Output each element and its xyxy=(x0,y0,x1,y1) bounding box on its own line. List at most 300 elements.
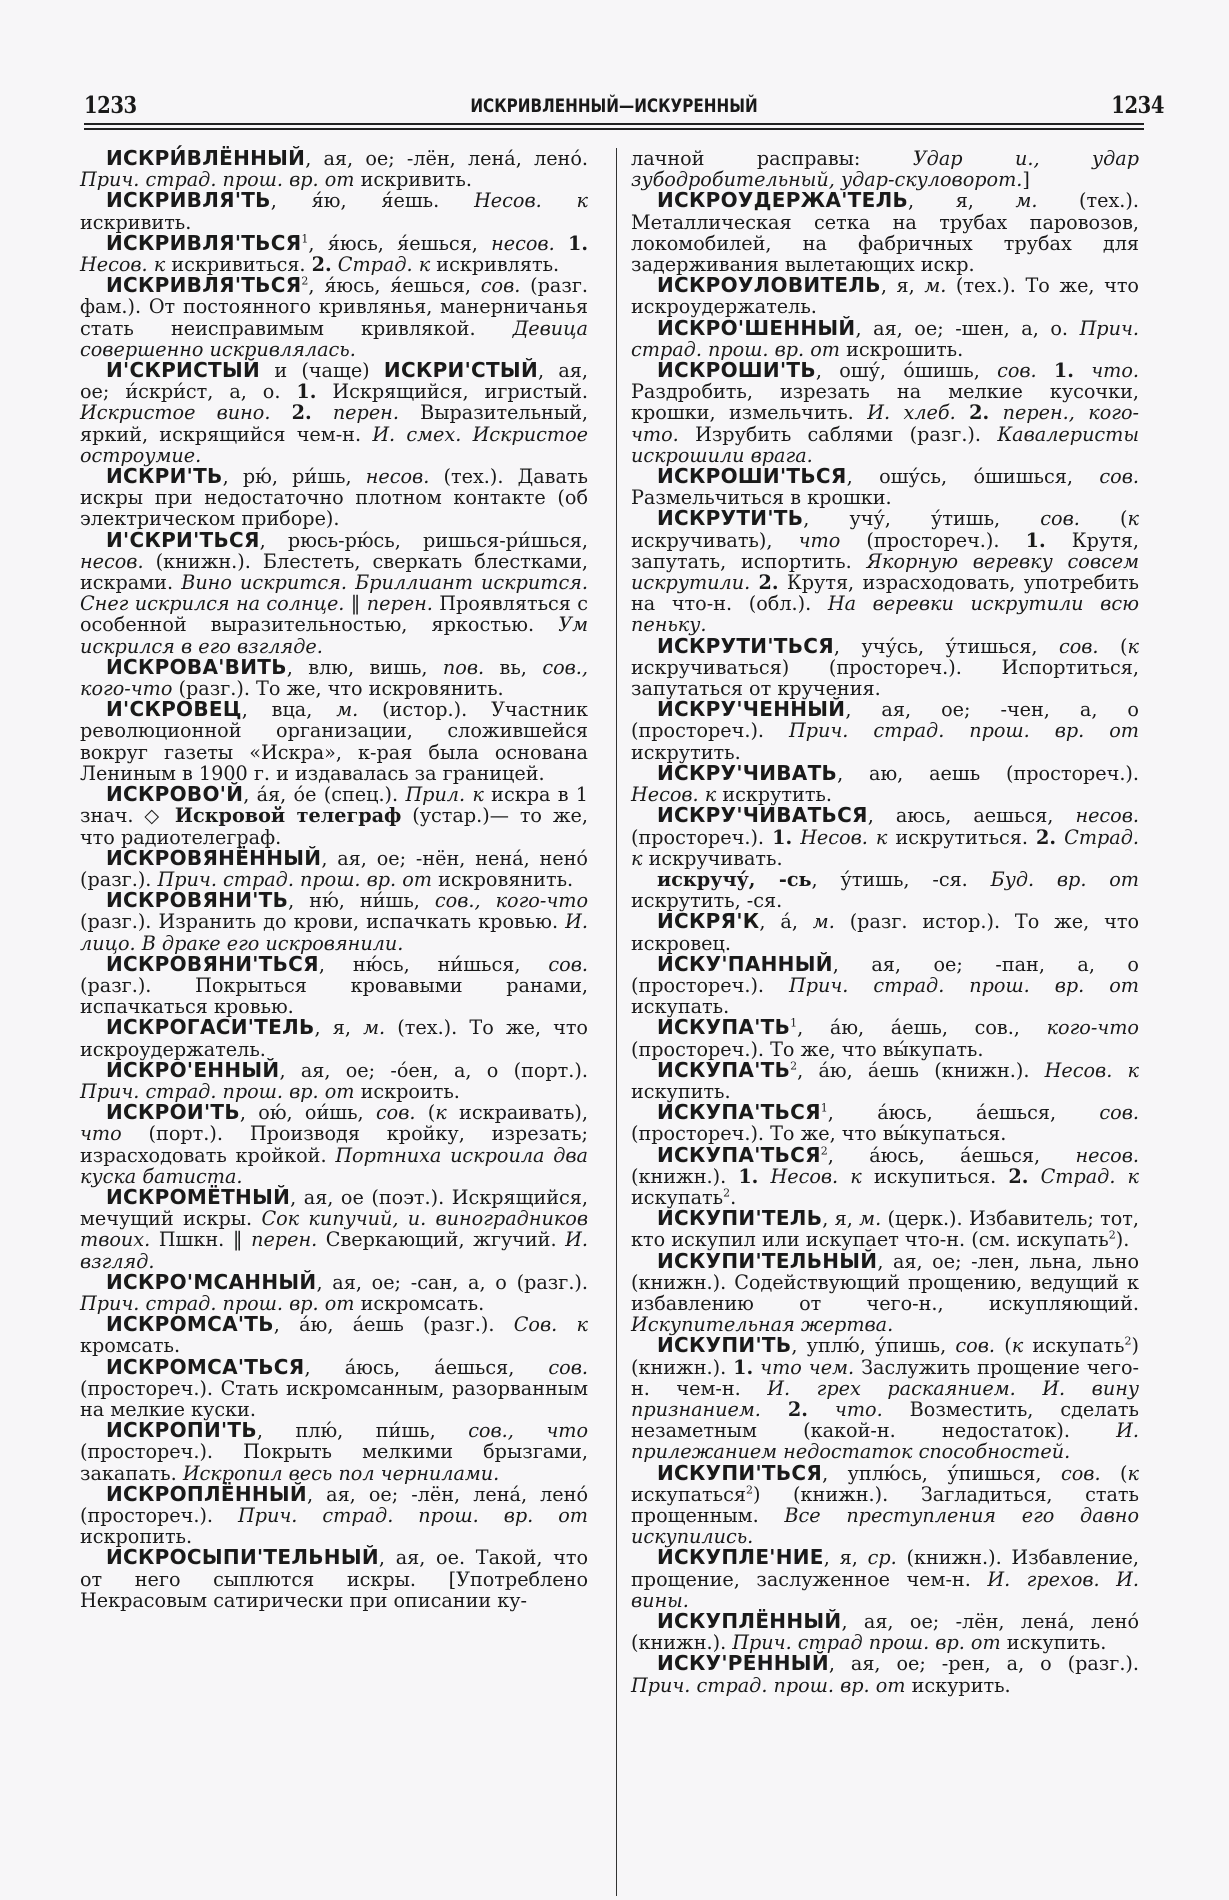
definition-text: , ая, ое (поэт.). Искрящийся, мечущий искры. xyxy=(80,1185,588,1231)
headword: ИСКУПЛЁННЫЙ xyxy=(657,1609,842,1634)
italic-label: несов. xyxy=(1075,804,1139,828)
dictionary-entry xyxy=(631,911,1139,953)
definition-text: , ая, ое; -лен, льна, льно (книжн.). Содействующий прощению, ведущий к избавлению от чего-н., искупляющий. xyxy=(631,1249,1139,1315)
italic-label: И. взгляд. xyxy=(80,1228,588,1273)
dictionary-entry xyxy=(631,1208,1139,1250)
definition-text: Пшкн. ‖ xyxy=(150,1228,252,1252)
italic-label: несов. xyxy=(365,465,430,489)
definition-text: , а́ю, а́ешь (книжн.). xyxy=(797,1058,1045,1082)
homonym-index: 2 xyxy=(301,274,309,288)
definition-text: искручивать), xyxy=(631,528,799,552)
italic-label: м. xyxy=(812,910,835,934)
italic-label: Сов. к xyxy=(513,1313,588,1337)
headword: ИСКУПИ'ТЬСЯ xyxy=(657,1460,823,1485)
definition-text: , ая, ое; -о́ен, а, о (порт.). xyxy=(279,1058,588,1082)
italic-label: Прил. к xyxy=(405,783,484,807)
column-divider xyxy=(616,148,617,1896)
sense-number: 2. xyxy=(311,253,332,277)
italic-label: сов. xyxy=(1099,465,1139,489)
dictionary-entry xyxy=(80,1269,588,1315)
definition-text: , я, xyxy=(822,1207,860,1231)
definition-text: , ню́, ни́шь, xyxy=(288,889,435,913)
definition-text: Крутя, запутать, испортить. xyxy=(631,528,1140,573)
sense-number: 2. xyxy=(787,1397,808,1421)
definition-text: (простореч.). xyxy=(631,825,773,849)
headword: ИСКРО'ШЕННЫЙ xyxy=(657,315,856,340)
definition-text: Выразительный, яркий, искрящийся чем-н. xyxy=(80,401,588,446)
headword: ИСКРИ'СТЫЙ xyxy=(383,358,538,383)
definition-text: искупать. xyxy=(631,995,730,1019)
italic-label: Страд. к xyxy=(337,253,431,277)
dictionary-entry xyxy=(80,1057,588,1103)
definition-text: (простореч.). То же, что вы́купать. xyxy=(631,1037,984,1061)
definition-text xyxy=(1028,1165,1040,1188)
headword: ИСКРОВО'Й xyxy=(106,782,244,807)
italic-label: сов., кого-что xyxy=(434,889,589,913)
dictionary-entry xyxy=(80,1481,588,1549)
italic-label: перен. xyxy=(332,401,399,425)
definition-text: ( xyxy=(415,1101,436,1125)
headword: ИСКРОМЁТНЫЙ xyxy=(106,1184,291,1209)
italic-label: что чем. xyxy=(760,1355,855,1379)
definition-text: , аю, аешь (простореч.). xyxy=(837,761,1139,785)
definition-text: , а́, xyxy=(759,910,813,934)
definition-text: искрутить. xyxy=(716,783,832,807)
headword: ИСКРОВА'ВИТЬ xyxy=(106,654,287,679)
definition-text: , вца, xyxy=(241,698,337,722)
definition-text: Размельчиться в крошки. xyxy=(631,486,892,510)
definition-text: Раздробить, изрезать на мелкие кусочки, крошки, измельчить. xyxy=(631,380,1139,425)
italic-label: И. лицо. В драке его искровянили. xyxy=(80,910,588,955)
dictionary-entry xyxy=(631,275,1139,317)
headword: ИСКРОВЯНИ'ТЬСЯ xyxy=(106,951,319,976)
homonym-index: 1 xyxy=(790,1016,798,1030)
italic-label: пов. xyxy=(442,655,485,679)
definition-text xyxy=(758,1165,770,1188)
definition-text: , а́юсь, а́ешься, xyxy=(827,1101,1100,1125)
definition-text: , ая, ое; -нён, нена́, нено́ (разг.). xyxy=(80,846,588,891)
definition-text: искупать xyxy=(631,1185,724,1209)
definition-text: , ая, ое; -шен, а, о. xyxy=(855,316,1080,340)
definition-text: , аюсь, аешься, xyxy=(867,804,1076,828)
dictionary-entry xyxy=(631,805,1139,869)
headword: ИСКУ'ПАННЫЙ xyxy=(657,951,833,976)
dictionary-entry xyxy=(631,148,1139,190)
definition-text: ( xyxy=(1079,507,1128,531)
italic-label: что xyxy=(798,528,841,552)
italic-label: м. xyxy=(924,274,947,298)
sense-number: 1. xyxy=(567,231,588,255)
definition-text: , ая, ое; -пан, а, о (простореч.). xyxy=(631,952,1139,997)
italic-label: Прич. страд. прош. вр. от xyxy=(238,1504,588,1527)
definition-text: , плю́, пи́шь, xyxy=(256,1419,469,1443)
italic-label: Прич. страд. прош. вр. от xyxy=(631,316,1139,361)
headword: ИСКРОШИ'ТЬ xyxy=(657,358,816,383)
headword: И'СКРИСТЫЙ xyxy=(106,358,261,383)
definition-text: , я́ю, я́ешь. xyxy=(270,189,475,213)
dictionary-entry xyxy=(631,1335,1139,1462)
definition-text: Возместить, сделать незаметным (какой-н. недостаток). xyxy=(631,1397,1139,1443)
definition-text xyxy=(792,826,800,849)
italic-label: сов. xyxy=(548,1355,588,1379)
definition-text: ] xyxy=(1022,168,1030,192)
headword: ИСКУПА'ТЬСЯ xyxy=(657,1100,821,1125)
definition-text: , уплю́, у́пишь, xyxy=(791,1334,956,1358)
dictionary-entry xyxy=(80,784,588,848)
italic-label: несов. xyxy=(1075,1143,1139,1167)
definition-text: искупать xyxy=(1023,1334,1125,1358)
dictionary-entry xyxy=(80,1354,588,1421)
definition-text: ( xyxy=(995,1334,1012,1358)
dictionary-entry xyxy=(631,1611,1139,1653)
homonym-index: 2 xyxy=(1108,1228,1116,1242)
italic-label: сов. xyxy=(1060,1461,1101,1485)
headword: ИСКУ'РЕННЫЙ xyxy=(657,1651,829,1676)
definition-text xyxy=(312,401,333,424)
headword: ИСКРО'ЕННЫЙ xyxy=(106,1057,280,1082)
definition-text: ). xyxy=(1115,1228,1130,1252)
headword: ИСКРУТИ'ТЬСЯ xyxy=(657,633,834,658)
italic-label: Прич. страд прош. вр. от xyxy=(732,1631,1001,1655)
italic-label: к xyxy=(1127,634,1139,658)
definition-text: , рю́, ри́шь, xyxy=(222,465,366,489)
sense-number: 1. xyxy=(296,380,317,404)
dictionary-entry xyxy=(80,1420,588,1484)
headword: ИСКРОМСА'ТЬ xyxy=(106,1312,274,1337)
dictionary-entry xyxy=(80,190,588,232)
italic-label: сов. xyxy=(955,1334,995,1358)
italic-label: сов. xyxy=(1099,1101,1139,1125)
italic-label: И. грех раскаянием. И. вину признанием. xyxy=(631,1376,1139,1421)
headword: ИСКРУ'ЧЕННЫЙ xyxy=(657,697,846,722)
definition-text: ) (книжн.). xyxy=(631,1334,1139,1379)
definition-text: (устар.)— то же, что радиотелеграф. xyxy=(80,804,588,849)
header-rule xyxy=(84,123,1144,130)
definition-text: , ая, ое; и́скри́ст, а, о. xyxy=(80,359,588,404)
headword: ИСКРОИ'ТЬ xyxy=(106,1100,240,1125)
homonym-index: 2 xyxy=(790,1059,798,1073)
italic-label: кого-что xyxy=(1046,1016,1139,1040)
italic-label: Прич. страд. прош. вр. от xyxy=(789,719,1139,743)
dictionary-entry xyxy=(631,1248,1139,1337)
italic-label: что. xyxy=(834,1397,883,1421)
italic-label: сов., что xyxy=(468,1419,589,1443)
italic-label: сов., кого-что xyxy=(80,655,588,701)
headword: ИСКУПЛЕ'НИЕ xyxy=(657,1545,824,1570)
definition-text: искривлять. xyxy=(430,253,560,277)
italic-label: сов. xyxy=(375,1101,416,1125)
italic-label: перен., кого-что. xyxy=(631,401,1140,446)
definition-text: (книжн.). Избавление, прощение, заслуженное чем-н. xyxy=(631,1546,1139,1591)
italic-label: И. грехов. И. вины. xyxy=(631,1567,1139,1612)
dictionary-entry xyxy=(631,466,1139,508)
definition-text: , а́я, о́е (спец.). xyxy=(243,783,406,807)
definition-text: (разг. истор.). То же, что искровец. xyxy=(631,910,1139,955)
definition-text: искра в 1 знач. ◇ xyxy=(80,783,588,828)
definition-text: , у́тишь, -ся. xyxy=(811,867,991,891)
italic-label: Искупительная жертва. xyxy=(631,1313,894,1337)
definition-text: (простореч.). Стать искромсанным, разорванным на мелкие куски. xyxy=(80,1376,588,1421)
definition-text: , влю, вишь, xyxy=(286,655,443,679)
homonym-index: 2 xyxy=(723,1186,731,1200)
definition-text: Изрубить саблями (разг.). xyxy=(678,422,998,446)
italic-label: Сок кипучий, и. виноградников твоих. xyxy=(80,1207,588,1252)
dictionary-entry xyxy=(631,1102,1139,1144)
definition-text: (простореч.). Покрыть мелкими брызгами, закапать. xyxy=(80,1440,588,1485)
dictionary-entry xyxy=(80,1102,588,1187)
definition-text: (книжн.). Блестеть, сверкать блестками, искрами. xyxy=(80,549,588,595)
right-column xyxy=(631,148,1139,1696)
headword: ИСКРОМСА'ТЬСЯ xyxy=(106,1354,305,1379)
dictionary-entry xyxy=(631,1547,1139,1611)
headword: ИСКУПА'ТЬСЯ xyxy=(657,1142,821,1167)
italic-label: Прич. страд. прош. вр. от xyxy=(80,1079,355,1103)
italic-label: Несов. к xyxy=(80,253,166,277)
definition-text xyxy=(989,401,1002,424)
headword: ИСКУПИ'ТЕЛЬНЫЙ xyxy=(657,1248,878,1273)
definition-text: искропить. xyxy=(80,1525,193,1549)
definition-text: , а́ю, а́ешь, сов., xyxy=(797,1016,1047,1040)
definition-text: (разг.). Изранить до крови, испачкать кровью. xyxy=(80,910,566,934)
italic-label: Искропил весь пол чернилами. xyxy=(182,1461,500,1485)
sub-headword: искручу́, -сь xyxy=(657,867,812,891)
italic-label: сов. xyxy=(997,359,1037,383)
definition-text: ) (книжн.). Загладиться, стать прощенным. xyxy=(631,1482,1139,1527)
definition-text xyxy=(270,401,291,424)
definition-text: вь, xyxy=(484,655,543,679)
italic-label: Прич. страд. прош. вр. от xyxy=(80,1291,355,1315)
definition-text: лачной расправы: xyxy=(631,147,913,170)
headword: И'СКРОВЕЦ xyxy=(106,697,242,722)
dictionary-entry xyxy=(80,890,588,954)
definition-text: (тех.). То же, что искроудержатель. xyxy=(80,1016,588,1061)
definition-text: искроить. xyxy=(354,1079,460,1103)
sub-headword: Искровой телеграф xyxy=(174,804,402,828)
italic-label: И. прилежанием недостаток способностей. xyxy=(631,1419,1139,1464)
definition-text: Крутя, израсходовать, употребить на что-н. (обл.). xyxy=(631,571,1139,616)
definition-text: искрутиться. xyxy=(887,825,1037,849)
italic-label: Ум искрился в его взгляде. xyxy=(80,613,588,658)
italic-label: И. смех. Искристое остроумие. xyxy=(80,422,588,467)
definition-text: искрошить. xyxy=(839,337,964,361)
definition-text: Искрящийся, игристый. xyxy=(316,380,588,404)
italic-label: м. xyxy=(336,698,359,722)
italic-label: Якорную веревку совсем искрутили. xyxy=(631,549,1140,595)
page-number-right: 1234 xyxy=(1111,92,1164,119)
definition-text: Сверкающий, жгучий. xyxy=(317,1228,566,1252)
definition-text: искупаться xyxy=(631,1482,746,1506)
definition-text: (порт.). Производя кройку, изрезать; израсходовать кройкой. xyxy=(80,1122,588,1167)
dictionary-entry xyxy=(631,1017,1139,1059)
left-column xyxy=(80,148,588,1611)
italic-label: несов. xyxy=(80,549,144,573)
dictionary-entry xyxy=(631,760,1139,807)
definition-text: (тех.). Металлическая сетка на трубах паровозов, локомобилей, на фабричных трубах для задерживания вылетающих искр. xyxy=(631,189,1139,277)
dictionary-entry xyxy=(80,699,588,784)
definition-text xyxy=(808,1398,835,1421)
homonym-index: 2 xyxy=(820,1144,828,1158)
headword: ИСКРОУЛОВИТЕЛЬ xyxy=(657,273,881,298)
headword: И'СКРИ'ТЬСЯ xyxy=(106,527,260,552)
definition-text: (разг.). Покрыться кровавыми ранами, испачкаться кровью. xyxy=(80,973,588,1019)
italic-label: Несов. к xyxy=(631,783,717,807)
definition-text: , ню́сь, ни́шься, xyxy=(318,952,549,976)
italic-label: На веревки искрутили всю пеньку. xyxy=(631,592,1139,637)
headword: ИСКРОВЯНИ'ТЬ xyxy=(106,888,289,913)
dictionary-entry xyxy=(80,275,588,360)
italic-label: м. xyxy=(859,1207,882,1231)
definition-text: ( xyxy=(1098,634,1128,658)
dictionary-entry xyxy=(80,1184,588,1273)
sense-number: 1. xyxy=(1053,359,1074,383)
dictionary-entry xyxy=(631,190,1139,275)
definition-text: , я́юсь, я́ешься, xyxy=(308,231,492,255)
definition-text: , а́юсь, а́ешься, xyxy=(827,1143,1076,1167)
italic-label: к xyxy=(1127,507,1139,531)
running-head: ИСКРИВЛЕННЫЙ—ИСКУРЕННЫЙ xyxy=(470,95,758,117)
italic-label: сов. xyxy=(480,274,521,298)
headword: ИСКРЯ'К xyxy=(657,909,760,934)
dictionary-entry xyxy=(80,148,588,190)
sense-number: 2. xyxy=(291,401,312,425)
dictionary-entry xyxy=(80,951,588,1019)
definition-text xyxy=(761,1398,788,1421)
homonym-index: 2 xyxy=(1124,1334,1132,1348)
headword: ИСКРОУДЕРЖА'ТЕЛЬ xyxy=(657,188,909,213)
dictionary-entry xyxy=(80,1314,588,1356)
definition-text: , ошу́сь, о́шишься, xyxy=(846,465,1100,489)
sense-number: 2. xyxy=(758,571,779,595)
italic-label: Страд. к xyxy=(631,825,1139,870)
dictionary-entry xyxy=(80,360,588,466)
headword: ИСКРОГАСИ'ТЕЛЬ xyxy=(106,1015,315,1040)
headword: ИСКРИ'ТЬ xyxy=(106,464,223,489)
definition-text: , рюсь-рю́сь, ришься-ри́шься, xyxy=(259,528,588,552)
headword: ИСКРОСЫПИ'ТЕЛЬНЫЙ xyxy=(106,1545,379,1570)
definition-text: (разг.). То же, что искровянить. xyxy=(172,677,504,701)
dictionary-entry xyxy=(80,845,588,891)
definition-text: , ая, ое; -лён, лена́, лено́. xyxy=(305,147,588,170)
definition-text: , а́ю, а́ешь (разг.). xyxy=(273,1313,514,1337)
homonym-index: 2 xyxy=(745,1483,753,1497)
italic-label: Девица совершенно искривлялась. xyxy=(80,316,588,361)
sense-number: 1. xyxy=(772,825,793,849)
definition-text xyxy=(1056,826,1064,849)
headword: ИСКРОВЯНЁННЫЙ xyxy=(106,845,322,870)
italic-label: Несов. к xyxy=(1044,1058,1139,1082)
headword: ИСКРУТИ'ТЬ xyxy=(657,506,804,531)
definition-text: (тех.). То же, что искроудержатель. xyxy=(631,274,1139,319)
italic-label: к xyxy=(1127,1461,1139,1485)
sense-number: 2. xyxy=(1036,825,1057,849)
dictionary-entry xyxy=(80,230,588,277)
dictionary-entry xyxy=(631,633,1139,701)
headword: ИСКУПА'ТЬ xyxy=(657,1057,791,1082)
italic-label: Несов. к xyxy=(474,189,588,213)
definition-text: и (чаще) xyxy=(260,359,384,383)
dictionary-entry xyxy=(631,360,1139,466)
definition-text: (церк.). Избавитель; тот, кто искупил или искупает что-н. (см. искупать xyxy=(631,1207,1139,1252)
definition-text: (простореч.). xyxy=(840,528,1026,552)
page-number-left: 1233 xyxy=(84,92,137,119)
definition-text: искровянить. xyxy=(432,867,574,891)
italic-label: Портниха искроила два куска батиста. xyxy=(80,1143,588,1188)
definition-text: , я, xyxy=(314,1016,364,1040)
dictionary-entry xyxy=(80,527,588,658)
definition-text: искривить. xyxy=(80,210,192,234)
definition-text: искривить. xyxy=(354,168,472,192)
italic-label: Буд. вр. от xyxy=(990,867,1139,891)
definition-text: , ая, ое; -лён, лена́, лено́ (книжн.). xyxy=(631,1610,1139,1655)
italic-label: Прич. страд. прош. вр. от xyxy=(157,867,433,891)
dictionary-entry xyxy=(80,1017,588,1059)
italic-label: к xyxy=(435,1101,447,1125)
definition-text: искупить. xyxy=(631,1079,731,1103)
dictionary-entry xyxy=(631,699,1139,763)
italic-label: Прич. страд. прош. вр. от xyxy=(80,168,355,192)
italic-label: И. хлеб. xyxy=(867,401,956,425)
headword: ИСКРОПИ'ТЬ xyxy=(106,1418,257,1443)
homonym-index: 1 xyxy=(820,1101,828,1115)
italic-label: Прич. страд. прош. вр. от xyxy=(789,973,1139,997)
definition-text xyxy=(1037,359,1054,382)
dictionary-entry xyxy=(631,1142,1140,1209)
dictionary-entry xyxy=(631,508,1139,635)
dictionary-entry xyxy=(80,466,588,530)
dictionary-entry xyxy=(631,1460,1139,1549)
definition-text: (простореч.). То же, что вы́купаться. xyxy=(631,1122,1007,1146)
headword: ИСКРИВЛЯ'ТЬ xyxy=(106,188,271,213)
definition-text: , я, xyxy=(880,274,925,298)
definition-text: , я́юсь, я́ешься, xyxy=(308,274,481,298)
italic-label: Удар и., удар зубодробительный, удар-скуловорот. xyxy=(631,147,1139,192)
headword: ИСКРИВЛЯ'ТЬСЯ xyxy=(106,230,302,255)
definition-text: (тех.). Давать искры при недостаточно плотном контакте (об электрическом приборе). xyxy=(80,465,588,531)
definition-text: , ая, ое; -сан, а, о (разг.). xyxy=(316,1270,588,1294)
italic-label: сов. xyxy=(1058,634,1099,658)
dictionary-entry xyxy=(631,951,1139,1019)
italic-label: м. xyxy=(1015,189,1038,213)
definition-text: , ая, ое; -лён, лена́, лено́ (простореч.). xyxy=(80,1482,588,1527)
definition-text: , а́юсь, а́ешься, xyxy=(304,1355,549,1379)
definition-text: (истор.). Участник революционной организации, сложившейся вокруг газеты «Искра», к-рая была основана Лениным в 1900 г. и издавалась за границей. xyxy=(80,698,588,785)
dictionary-entry xyxy=(80,654,588,701)
definition-text xyxy=(750,571,758,594)
definition-text: искурить. xyxy=(905,1673,1011,1697)
definition-text: искромсать. xyxy=(354,1291,485,1315)
sense-number: 1. xyxy=(738,1164,759,1188)
sense-number: 1. xyxy=(1025,528,1046,552)
definition-text: , учу́, у́тишь, xyxy=(803,507,1041,531)
definition-text: искупить. xyxy=(1000,1631,1107,1655)
headword: ИСКУПА'ТЬ xyxy=(657,1015,791,1040)
definition-text xyxy=(1074,359,1091,382)
headword: ИСКУПИ'ТЕЛЬ xyxy=(657,1206,823,1231)
sense-number: 1. xyxy=(733,1355,754,1379)
headword: ИСКРУ'ЧИВАТЬСЯ xyxy=(657,803,868,828)
italic-label: Вино искрится. Бриллиант искрится. Снег искрился на солнце. xyxy=(80,571,588,616)
italic-label: Все преступления его давно искупились. xyxy=(631,1504,1139,1549)
definition-text xyxy=(555,232,568,255)
italic-label: к xyxy=(1011,1334,1024,1358)
italic-label: несов. xyxy=(491,231,555,255)
definition-text xyxy=(956,401,969,424)
definition-text: , ая, ое; -чен, а, о (простореч.). xyxy=(631,698,1139,743)
italic-label: сов. xyxy=(548,952,588,976)
definition-text: кромсать. xyxy=(80,1334,181,1358)
italic-label: сов. xyxy=(1040,507,1080,531)
italic-label: что xyxy=(80,1122,122,1146)
